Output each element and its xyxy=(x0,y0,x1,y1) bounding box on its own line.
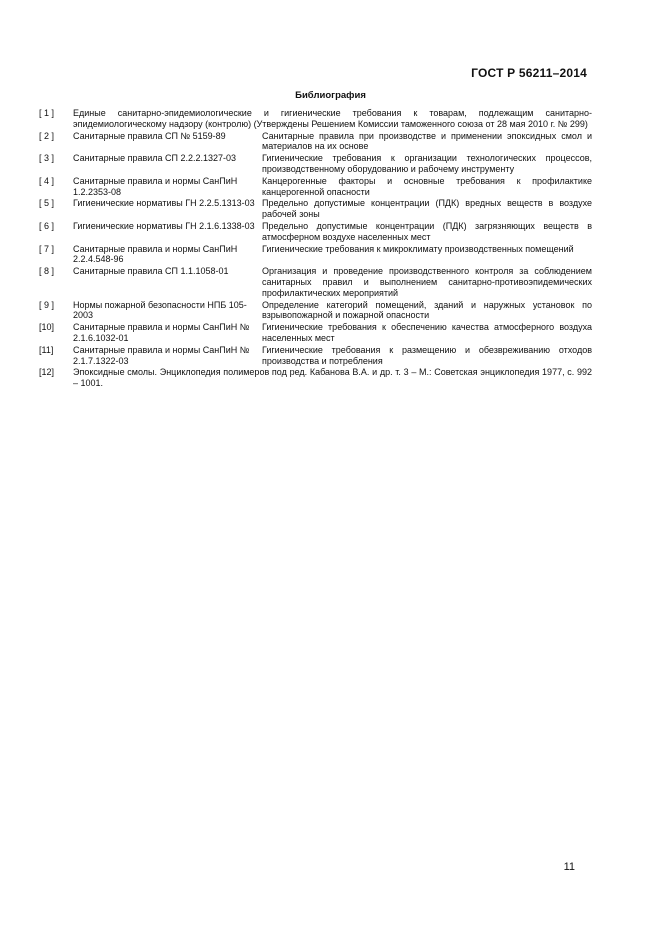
entry-number: [ 9 ] xyxy=(39,299,55,310)
entry-document: Санитарные правила и нормы СанПиН 1.2.2353-08 xyxy=(73,175,238,197)
entry-document: Санитарные правила и нормы СанПиН № 2.1.6.1032-01 xyxy=(73,322,250,343)
bibliography-entry xyxy=(39,345,592,367)
page-number: 11 xyxy=(563,861,575,873)
entry-document: Нормы пожарной безопасности НПБ 105-2003 xyxy=(73,299,247,321)
entry-description: Гигиенические требования к размещению и обезвреживанию отходов производства и потребления xyxy=(262,344,592,366)
entry-number: [12] xyxy=(39,367,55,378)
entry-description: Определение категорий помещений, зданий и наружных установок по взрывопожарной и пожарной опасности xyxy=(262,299,592,321)
bibliography-entry xyxy=(39,131,592,153)
entry-description: Гигиенические требования к микроклимату производственных помещений xyxy=(262,243,574,254)
entry-document: Санитарные правила СП 1.1.1058-01 xyxy=(73,266,229,277)
entry-description: Канцерогенные факторы и основные требования к профилактике канцерогенной опасности xyxy=(262,175,592,197)
entry-document: Санитарные правила СП № 5159-89 xyxy=(73,130,226,141)
bibliography-entry xyxy=(39,244,592,266)
entry-text: Единые санитарно-эпидемиологические и гигиенические требования к товарам, подлежащим санитарно-эпидемиологическому надзору (контролю) (Утверждены Решением Комиссии таможенного союза от 28 мая 2010 г. № 299) xyxy=(73,108,592,129)
entry-number: [ 8 ] xyxy=(39,266,55,277)
bibliography-entry xyxy=(39,367,592,389)
entry-text: Эпоксидные смолы. Энциклопедия полимеров под ред. Кабанова В.А. и др. т. 3 – М.: Советская энциклопедия 1977, с. 992 – 1001. xyxy=(73,367,592,389)
entry-document: Санитарные правила СП 2.2.2.1327-03 xyxy=(73,153,237,164)
entry-number: [ 6 ] xyxy=(39,220,55,231)
bibliography-entry xyxy=(39,300,592,322)
entry-number: [ 4 ] xyxy=(39,175,55,186)
bibliography-entry xyxy=(39,153,592,175)
entry-description: Предельно допустимые концентрации (ПДК) вредных веществ в воздухе рабочей зоны xyxy=(262,198,592,220)
entry-description: Гигиенические требования к организации технологических процессов, производственному оборудованию и рабочему инструменту xyxy=(262,153,592,174)
entry-document: Гигиенические нормативы ГН 2.1.6.1338-03 xyxy=(73,220,255,231)
entry-description: Гигиенические требования к обеспечению качества атмосферного воздуха населенных мест xyxy=(262,322,592,343)
entry-document: Гигиенические нормативы ГН 2.2.5.1313-03 xyxy=(73,198,255,209)
entry-description: Санитарные правила при производстве и применении эпоксидных смол и материалов на их основе xyxy=(262,130,592,152)
bibliography-list xyxy=(39,108,592,390)
entry-number: [ 5 ] xyxy=(39,198,55,209)
entry-number: [ 1 ] xyxy=(39,108,55,118)
entry-number: [11] xyxy=(39,344,54,355)
bibliography-entry xyxy=(39,108,592,130)
bibliography-entry xyxy=(39,198,592,220)
bibliography-entry xyxy=(39,322,592,344)
entry-document: Санитарные правила и нормы СанПиН № 2.1.7.1322-03 xyxy=(73,344,250,366)
entry-description: Организация и проведение производственного контроля за соблюдением санитарных правил и выполнением санитарно-противоэпидемических профилактических мероприятий xyxy=(262,266,592,298)
bibliography-entry xyxy=(39,266,592,298)
standard-code: ГОСТ Р 56211–2014 xyxy=(471,66,587,80)
entry-number: [ 2 ] xyxy=(39,130,55,141)
entry-number: [10] xyxy=(39,322,55,333)
entry-description: Предельно допустимые концентрации (ПДК) загрязняющих веществ в атмосферном воздухе населенных мест xyxy=(262,220,592,242)
bibliography-entry xyxy=(39,221,592,243)
entry-document: Санитарные правила и нормы СанПиН 2.2.4.548-96 xyxy=(73,243,238,265)
entry-number: [ 3 ] xyxy=(39,153,55,164)
bibliography-entry xyxy=(39,176,592,198)
page-title: Библиография xyxy=(295,90,366,101)
entry-number: [ 7 ] xyxy=(39,243,55,254)
